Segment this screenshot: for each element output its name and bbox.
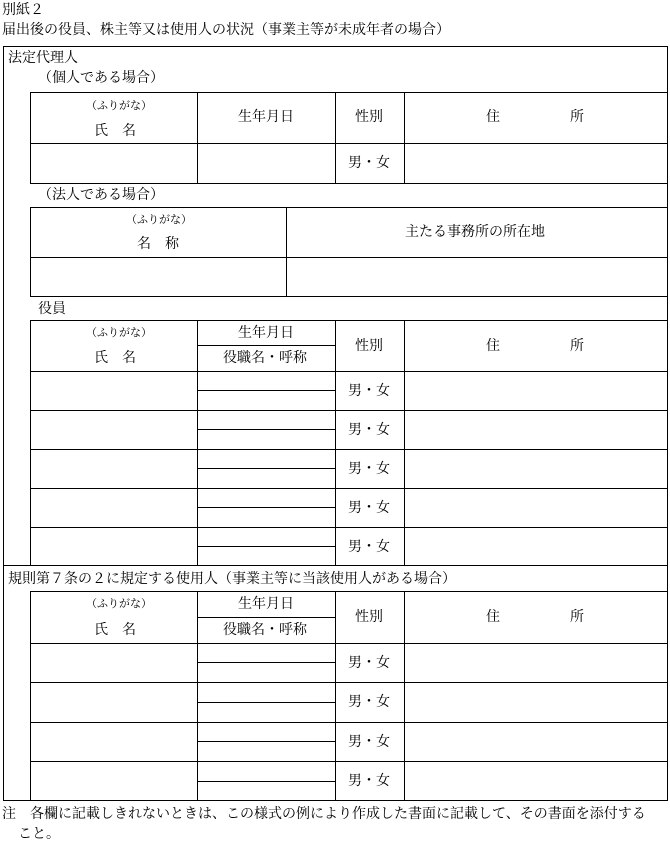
employees-title: 規則第７条の２に規定する使用人（事業主等に当該使用人がある場合）	[8, 571, 456, 587]
officers-gender-header: 性別	[355, 338, 383, 354]
employees-address-header: 住 所	[486, 609, 584, 625]
officers-name-header: 氏 名	[94, 350, 136, 366]
footnote-line2: こと。	[18, 826, 60, 842]
officers-title: 役員	[38, 301, 66, 317]
footnote-line1: 注 各欄に記載しきれないときは、この様式の例により作成した書面に記載して、その書面を添付する	[2, 806, 646, 822]
employees-row-gender: 男・女	[348, 773, 390, 789]
employees-birthdate-header: 生年月日	[238, 596, 294, 612]
officers-row-gender: 男・女	[348, 422, 390, 438]
employees-furigana-label: （ふりがな）	[86, 597, 152, 610]
officers-position-header: 役職名・呼称	[223, 350, 307, 366]
officers-furigana-label: （ふりがな）	[86, 326, 152, 339]
corporate-title: （法人である場合）	[38, 187, 164, 203]
employees-row-gender: 男・女	[348, 734, 390, 750]
individual-birthdate-header: 生年月日	[238, 109, 294, 125]
individual-title: （個人である場合）	[38, 70, 164, 86]
corporate-name-header: 名 称	[137, 236, 179, 252]
officers-row-gender: 男・女	[348, 500, 390, 516]
officers-address-header: 住 所	[486, 338, 584, 354]
employees-gender-header: 性別	[355, 609, 383, 625]
employees-name-header: 氏 名	[94, 622, 136, 638]
officers-birthdate-header: 生年月日	[238, 325, 294, 341]
officers-row-gender: 男・女	[348, 461, 390, 477]
employees-position-header: 役職名・呼称	[223, 622, 307, 638]
individual-name-header: 氏 名	[94, 123, 136, 139]
form-subtitle: 届出後の役員、株主等又は使用人の状況（事業主等が未成年者の場合）	[2, 22, 450, 38]
legal-rep-title: 法定代理人	[8, 50, 78, 66]
individual-address-header: 住 所	[486, 109, 584, 125]
individual-gender-header: 性別	[355, 109, 383, 125]
employees-row-gender: 男・女	[348, 655, 390, 671]
employees-row-gender: 男・女	[348, 694, 390, 710]
corporate-office-header: 主たる事務所の所在地	[405, 224, 545, 240]
officers-row-gender: 男・女	[348, 383, 390, 399]
corporate-furigana-label: （ふりがな）	[126, 213, 192, 226]
officers-row-gender: 男・女	[348, 539, 390, 555]
individual-furigana-label: （ふりがな）	[86, 99, 152, 112]
form-label: 別紙２	[2, 2, 44, 18]
individual-gender-value: 男・女	[348, 155, 390, 171]
